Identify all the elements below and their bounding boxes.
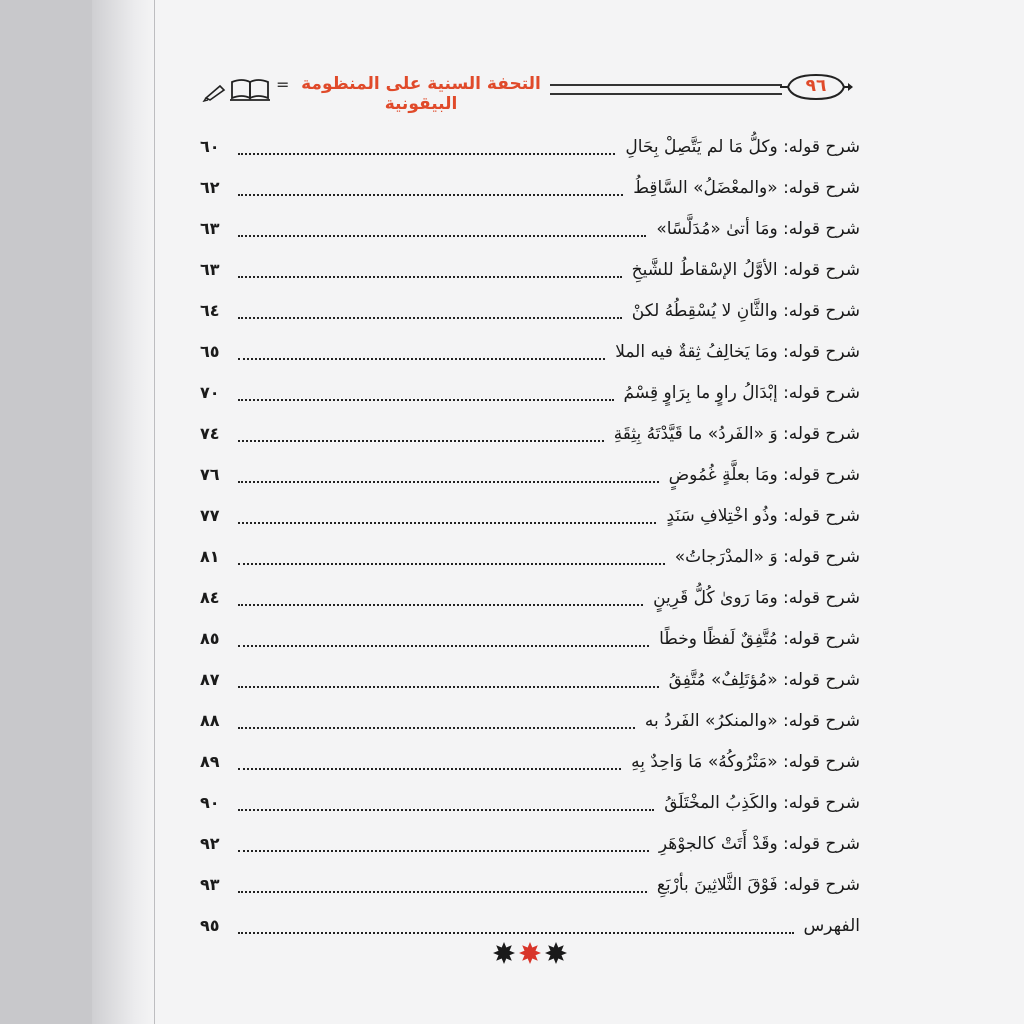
page-number: ٩٦	[805, 76, 827, 96]
dot-leader	[238, 221, 646, 237]
header-separator: =	[276, 75, 290, 94]
toc-entry	[200, 167, 860, 208]
dot-leader	[238, 631, 649, 647]
toc-page-number: ٨٧	[200, 670, 220, 689]
toc-page-number: ٦٣	[200, 260, 220, 279]
toc-entry	[200, 454, 860, 495]
dot-leader	[238, 303, 622, 319]
book-spine-shadow	[92, 0, 155, 1024]
dot-leader	[238, 180, 623, 196]
dot-leader	[238, 262, 622, 278]
toc-page-number: ٦٤	[200, 301, 220, 320]
toc-entry-label: شرح قوله: ومَا يَخالِفُ ثِقةٌ فيه الملا	[615, 341, 860, 362]
toc-entry	[200, 659, 860, 700]
dot-leader	[238, 877, 647, 893]
toc-page-number: ٨١	[200, 547, 220, 566]
running-header	[198, 72, 860, 114]
toc-page-number: ٨٩	[200, 752, 220, 771]
toc-entry-label: شرح قوله: إبْدَالُ راوٍ ما بِرَاوٍ قِسْمُ	[623, 382, 860, 403]
toc-entry	[200, 741, 860, 782]
dot-leader	[238, 344, 605, 360]
toc-entry-label: شرح قوله: ومَا أتىٰ «مُدَلَّسًا»	[656, 218, 860, 239]
dot-leader	[238, 590, 643, 606]
toc-page-number: ٧٦	[200, 465, 220, 484]
toc-entry	[200, 700, 860, 741]
page-number-frame	[778, 72, 854, 102]
toc-entry	[200, 413, 860, 454]
toc-entry	[200, 290, 860, 331]
toc-entry-label: شرح قوله: «مُؤتَلِفٌ» مُتَّفِقُ	[668, 669, 860, 690]
toc-entry	[200, 495, 860, 536]
dot-leader	[238, 467, 659, 483]
toc-page-number: ٨٥	[200, 629, 220, 648]
dot-leader	[238, 795, 654, 811]
toc-page-number: ٦٢	[200, 178, 220, 197]
toc-page-number: ٩٥	[200, 916, 220, 935]
dot-leader	[238, 836, 649, 852]
toc-page-number: ٦٥	[200, 342, 220, 361]
toc-entry	[200, 372, 860, 413]
toc-entry	[200, 249, 860, 290]
toc-entry-label: شرح قوله: «مَتْرُوكُهُ» مَا وَاحِدٌ بِهِ	[631, 751, 860, 772]
toc-entry	[200, 618, 860, 659]
toc-entry-label: شرح قوله: وذُو اخْتِلافِ سَنَدٍ	[666, 505, 860, 526]
toc-page-number: ٨٨	[200, 711, 220, 730]
toc-entry-label: شرح قوله: الأوَّلُ الإسْقاطُ للشَّيخِ	[631, 259, 860, 280]
toc-entry-label: شرح قوله: وَ «الفَردُ» ما قَيَّدْتَهُ بِثِقَةِ	[613, 423, 860, 444]
book-title: التحفة السنية على المنظومة البيقونية	[301, 74, 541, 114]
toc-entry-label: شرح قوله: مُتَّفِقٌ لَفظًا وخطًا	[659, 628, 860, 649]
toc-entry	[200, 536, 860, 577]
toc-entry	[200, 331, 860, 372]
pen-icon	[204, 86, 224, 101]
toc-entry-label: شرح قوله: ومَا رَوىٰ كُلُّ قَرِينٍ	[653, 587, 860, 608]
toc-page-number: ٩٠	[200, 793, 220, 812]
dot-leader	[238, 385, 614, 401]
dot-leader	[238, 139, 615, 155]
dot-leader	[238, 713, 635, 729]
toc-page-number: ٦٣	[200, 219, 220, 238]
dot-leader	[238, 918, 794, 934]
toc-page-number: ٩٣	[200, 875, 220, 894]
toc-entry	[200, 782, 860, 823]
book-pen-icon	[202, 76, 272, 102]
left-page-edge	[0, 0, 92, 1024]
dot-leader	[238, 508, 656, 524]
toc-entry	[200, 823, 860, 864]
star-icon	[519, 942, 541, 964]
toc-entry	[200, 208, 860, 249]
toc-entry-label: شرح قوله: «والمعْضَلُ» السَّاقِطُ	[633, 177, 860, 198]
dot-leader	[238, 754, 621, 770]
star-icon	[545, 942, 567, 964]
toc-entry-label: شرح قوله: «والمنكرُ» الفَردُ به	[644, 710, 860, 731]
toc-entry-label: شرح قوله: والثَّانِ لا يُسْقِطُهُ لكنْ	[631, 300, 860, 321]
toc-page-number: ٧٤	[200, 424, 220, 443]
toc-entry	[200, 577, 860, 618]
star-icon	[493, 942, 515, 964]
toc-entry-label: شرح قوله: وقَدْ أَتَتْ كالجوْهَرِ	[658, 833, 860, 854]
star-ornament	[490, 940, 570, 966]
toc-entry	[200, 864, 860, 905]
header-rule	[550, 84, 782, 95]
toc-entry-label: الفهرس	[803, 915, 860, 936]
toc-entry-label: شرح قوله: وَ «المدْرَجاتُ»	[674, 546, 860, 567]
dot-leader	[238, 672, 659, 688]
dot-leader	[238, 549, 665, 565]
toc-entry-label: شرح قوله: والكَذِبُ المخْتَلَقُ	[664, 792, 860, 813]
toc-entry	[200, 126, 860, 167]
dot-leader	[238, 426, 604, 442]
toc-entry-label: شرح قوله: فَوْقَ الثَّلاثِينَ بأرْبَعِ	[656, 874, 860, 895]
toc-page-number: ٩٢	[200, 834, 220, 853]
table-of-contents	[200, 126, 860, 946]
open-book-icon	[230, 80, 270, 100]
toc-page-number: ٧٧	[200, 506, 220, 525]
toc-page-number: ٦٠	[200, 137, 220, 156]
toc-page-number: ٨٤	[200, 588, 220, 607]
toc-entry-label: شرح قوله: ومَا بعلَّةٍ غُمُوضٍ	[668, 464, 860, 485]
toc-entry-label: شرح قوله: وكلُّ مَا لم يَتَّصِلْ بِحَالِ	[625, 136, 860, 157]
toc-page-number: ٧٠	[200, 383, 220, 402]
